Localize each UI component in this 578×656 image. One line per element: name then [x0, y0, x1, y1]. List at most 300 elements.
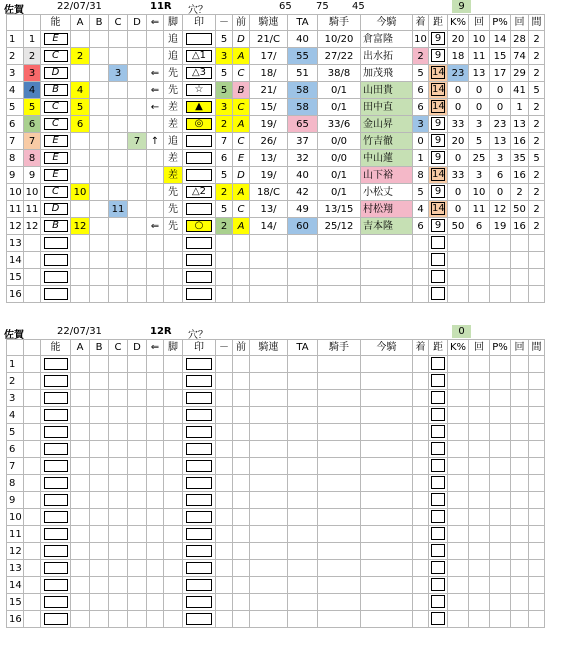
rating-box: E [44, 152, 68, 164]
cell-konki [361, 356, 413, 373]
rating-box: E [44, 135, 68, 147]
rating-box [44, 545, 68, 557]
cell-D [128, 150, 147, 167]
cell-mark [183, 492, 216, 509]
empty-row [7, 492, 545, 509]
cell-mae: A [233, 48, 250, 65]
cell-kai [469, 611, 490, 628]
cell-kyori [429, 82, 448, 99]
mark-box [186, 375, 212, 387]
rating-box [44, 596, 68, 608]
cell-n: 5 [7, 99, 24, 116]
cell-C [109, 218, 128, 235]
mark-box [186, 409, 212, 421]
cell-kyori [429, 252, 448, 269]
cell-kishu [318, 424, 361, 441]
cell-renso [250, 235, 288, 252]
cell-kyaku [164, 252, 183, 269]
cell-kishu: 10/20 [318, 31, 361, 48]
cell-no: 4 [24, 82, 41, 99]
cell-n: 2 [7, 373, 24, 390]
cell-A [71, 577, 90, 594]
cell-pp [490, 356, 511, 373]
cell-kai2 [511, 611, 529, 628]
cell-renso [250, 407, 288, 424]
cell-r [41, 390, 71, 407]
cell-kai2 [511, 356, 529, 373]
cell-mae: C [233, 201, 250, 218]
cell-mark [183, 475, 216, 492]
cell-mark [183, 218, 216, 235]
cell-chaku [413, 390, 429, 407]
cell-chaku [413, 373, 429, 390]
cell-konki: 山田貴 [361, 82, 413, 99]
race-number: 11R [150, 1, 172, 12]
mark-box [186, 443, 212, 455]
col-header-kyaku: 脚 [164, 340, 183, 356]
cell-no [24, 269, 41, 286]
cell-ta [288, 390, 318, 407]
cell-pp: 12 [490, 201, 511, 218]
distance-box: 14 [432, 101, 445, 112]
cell-mae [233, 269, 250, 286]
cell-r [41, 611, 71, 628]
cell-ma [529, 356, 545, 373]
cell-kp: 0 [448, 82, 469, 99]
cell-no: 1 [24, 31, 41, 48]
cell-kyaku [164, 407, 183, 424]
cell-B [90, 65, 109, 82]
cell-A: 2 [71, 48, 90, 65]
entry-count: 9 [452, 0, 471, 13]
cell-no [24, 492, 41, 509]
cell-kyori [429, 65, 448, 82]
col-header-D: D [128, 340, 147, 356]
cell-arrow [147, 167, 164, 184]
cell-ta: 40 [288, 31, 318, 48]
cell-mark [183, 31, 216, 48]
empty-row [7, 356, 545, 373]
cell-kyaku: 先 [164, 218, 183, 235]
cell-kai2 [511, 577, 529, 594]
cell-kai2 [511, 492, 529, 509]
cell-kai2 [511, 594, 529, 611]
cell-kai2 [511, 252, 529, 269]
cell-A [71, 269, 90, 286]
cell-ma [529, 560, 545, 577]
sheet-header [0, 0, 578, 14]
rating-box [44, 288, 68, 300]
table-row [7, 150, 545, 167]
cell-no: 7 [24, 133, 41, 150]
cell-kai2: 29 [511, 65, 529, 82]
cell-konki [361, 543, 413, 560]
cell-n: 10 [7, 184, 24, 201]
cell-konki [361, 492, 413, 509]
cell-pp: 13 [490, 133, 511, 150]
cell-kyori [429, 526, 448, 543]
cell-kyori [429, 31, 448, 48]
cell-kyori [429, 424, 448, 441]
cell-C [109, 509, 128, 526]
cell-renso: 18/ [250, 65, 288, 82]
cell-arrow [147, 577, 164, 594]
col-header-ma: 間 [529, 15, 545, 31]
cell-kyaku [164, 611, 183, 628]
cell-n: 11 [7, 201, 24, 218]
stat-1: 65 [279, 1, 292, 12]
cell-kyaku: 差 [164, 150, 183, 167]
cell-B [90, 269, 109, 286]
cell-ma: 5 [529, 82, 545, 99]
cell-B [90, 458, 109, 475]
cell-kyaku [164, 594, 183, 611]
cell-ma: 2 [529, 167, 545, 184]
race-number: 12R [150, 326, 172, 337]
cell-kai2 [511, 269, 529, 286]
cell-r [41, 218, 71, 235]
venue-label: 佐賀 [4, 330, 24, 341]
cell-no [24, 373, 41, 390]
cell-ma [529, 441, 545, 458]
empty-row [7, 475, 545, 492]
cell-no [24, 594, 41, 611]
cell-kyori [429, 150, 448, 167]
cell-renso [250, 509, 288, 526]
cell-n: 9 [7, 492, 24, 509]
mark-box [186, 426, 212, 438]
cell-kishu [318, 577, 361, 594]
race-sheet-12r [0, 325, 578, 625]
table-row [7, 99, 545, 116]
cell-n: 15 [7, 269, 24, 286]
cell-n: 3 [7, 390, 24, 407]
cell-no [24, 356, 41, 373]
cell-m [216, 594, 233, 611]
cell-C [109, 150, 128, 167]
cell-konki [361, 594, 413, 611]
cell-r [41, 492, 71, 509]
mark-box [186, 613, 212, 625]
cell-kyaku [164, 458, 183, 475]
cell-n: 4 [7, 407, 24, 424]
distance-box: 9 [431, 185, 445, 198]
cell-arrow [147, 526, 164, 543]
cell-C [109, 526, 128, 543]
cell-kai: 3 [469, 167, 490, 184]
cell-mae [233, 424, 250, 441]
cell-konki [361, 577, 413, 594]
cell-m [216, 235, 233, 252]
cell-renso [250, 577, 288, 594]
col-header-kp: K% [448, 340, 469, 356]
mark-box: △1 [186, 50, 212, 62]
race-tag: 穴？ [188, 330, 208, 341]
cell-chaku: 1 [413, 150, 429, 167]
empty-row [7, 594, 545, 611]
cell-kai2 [511, 526, 529, 543]
cell-n: 14 [7, 252, 24, 269]
cell-konki: 吉本隆 [361, 218, 413, 235]
distance-box [431, 391, 445, 404]
cell-renso [250, 373, 288, 390]
mark-box [186, 494, 212, 506]
cell-A [71, 356, 90, 373]
rating-box [44, 477, 68, 489]
cell-B [90, 82, 109, 99]
cell-C [109, 286, 128, 303]
cell-n: 1 [7, 31, 24, 48]
cell-n: 10 [7, 509, 24, 526]
cell-konki [361, 560, 413, 577]
cell-no [24, 611, 41, 628]
cell-kishu: 0/1 [318, 82, 361, 99]
cell-chaku: 5 [413, 65, 429, 82]
distance-box: 9 [431, 151, 445, 164]
cell-n: 11 [7, 526, 24, 543]
cell-r [41, 424, 71, 441]
distance-box: 9 [431, 219, 445, 232]
cell-mae [233, 492, 250, 509]
rating-box [44, 254, 68, 266]
cell-ta: 49 [288, 201, 318, 218]
cell-B [90, 150, 109, 167]
cell-no [24, 509, 41, 526]
cell-A [71, 390, 90, 407]
cell-kyaku [164, 441, 183, 458]
cell-mae [233, 235, 250, 252]
cell-kishu: 0/1 [318, 167, 361, 184]
cell-kai2: 13 [511, 116, 529, 133]
cell-mark [183, 594, 216, 611]
distance-box [431, 561, 445, 574]
cell-mae [233, 286, 250, 303]
cell-kp: 0 [448, 150, 469, 167]
cell-renso [250, 594, 288, 611]
cell-r [41, 458, 71, 475]
cell-kp: 0 [448, 201, 469, 218]
cell-n: 14 [7, 577, 24, 594]
cell-arrow [147, 48, 164, 65]
col-header-m: － [216, 15, 233, 31]
cell-n: 13 [7, 235, 24, 252]
cell-pp [490, 424, 511, 441]
cell-kyori [429, 594, 448, 611]
col-header-arrow: ⇐ [147, 340, 164, 356]
cell-mark [183, 167, 216, 184]
rating-box [44, 511, 68, 523]
cell-D [128, 458, 147, 475]
cell-ta [288, 475, 318, 492]
cell-D [128, 99, 147, 116]
col-header-mark: 印 [183, 15, 216, 31]
table-row [7, 31, 545, 48]
cell-m [216, 492, 233, 509]
cell-r [41, 82, 71, 99]
cell-renso: 15/ [250, 99, 288, 116]
col-header-B: B [90, 15, 109, 31]
cell-kyaku [164, 235, 183, 252]
cell-chaku [413, 492, 429, 509]
cell-chaku [413, 475, 429, 492]
cell-kai2 [511, 235, 529, 252]
cell-r [41, 475, 71, 492]
cell-arrow [147, 492, 164, 509]
rating-box: B [44, 84, 68, 96]
cell-A [71, 133, 90, 150]
cell-mae [233, 611, 250, 628]
cell-chaku: 10 [413, 31, 429, 48]
cell-pp [490, 373, 511, 390]
cell-renso [250, 611, 288, 628]
cell-kishu [318, 560, 361, 577]
distance-box [431, 544, 445, 557]
cell-chaku: 0 [413, 133, 429, 150]
cell-A [71, 526, 90, 543]
mark-box [186, 511, 212, 523]
mark-box: ○ [186, 220, 212, 232]
cell-arrow: ⇐ [147, 218, 164, 235]
cell-C [109, 594, 128, 611]
rating-box [44, 579, 68, 591]
cell-chaku [413, 594, 429, 611]
distance-box [431, 578, 445, 591]
cell-mark [183, 509, 216, 526]
cell-ta [288, 373, 318, 390]
cell-kp [448, 543, 469, 560]
cell-mark [183, 150, 216, 167]
cell-pp [490, 594, 511, 611]
cell-mae [233, 356, 250, 373]
cell-A [71, 252, 90, 269]
cell-chaku [413, 286, 429, 303]
cell-mark [183, 82, 216, 99]
cell-chaku: 6 [413, 82, 429, 99]
cell-C [109, 133, 128, 150]
cell-renso [250, 492, 288, 509]
cell-A: 5 [71, 99, 90, 116]
cell-C [109, 407, 128, 424]
mark-box [186, 254, 212, 266]
cell-r [41, 543, 71, 560]
cell-renso: 19/ [250, 116, 288, 133]
cell-A: 6 [71, 116, 90, 133]
cell-kp: 0 [448, 184, 469, 201]
distance-box [431, 287, 445, 300]
cell-kishu [318, 509, 361, 526]
cell-kp [448, 441, 469, 458]
cell-C [109, 458, 128, 475]
cell-arrow [147, 475, 164, 492]
cell-kp [448, 235, 469, 252]
cell-m [216, 424, 233, 441]
cell-D [128, 611, 147, 628]
cell-kp: 33 [448, 167, 469, 184]
cell-D [128, 492, 147, 509]
cell-kyori [429, 48, 448, 65]
cell-kyaku [164, 424, 183, 441]
cell-mark [183, 99, 216, 116]
cell-m [216, 526, 233, 543]
cell-ta [288, 458, 318, 475]
cell-kishu [318, 286, 361, 303]
cell-renso: 21/ [250, 82, 288, 99]
cell-A [71, 150, 90, 167]
cell-kai2: 16 [511, 218, 529, 235]
empty-row [7, 424, 545, 441]
cell-r [41, 235, 71, 252]
cell-kyaku [164, 373, 183, 390]
mark-box: ◎ [186, 118, 212, 130]
cell-pp: 23 [490, 116, 511, 133]
rating-box [44, 392, 68, 404]
cell-kai [469, 269, 490, 286]
distance-box [431, 493, 445, 506]
cell-konki [361, 424, 413, 441]
cell-mark [183, 201, 216, 218]
col-header-konki: 今騎 [361, 340, 413, 356]
empty-row [7, 611, 545, 628]
cell-mark [183, 184, 216, 201]
cell-no [24, 577, 41, 594]
cell-C [109, 424, 128, 441]
cell-m [216, 458, 233, 475]
cell-B [90, 48, 109, 65]
cell-kyaku: 追 [164, 133, 183, 150]
cell-n: 3 [7, 65, 24, 82]
table-row [7, 82, 545, 99]
cell-ta [288, 594, 318, 611]
cell-m [216, 611, 233, 628]
cell-kai2: 2 [511, 184, 529, 201]
cell-konki: 小松丈 [361, 184, 413, 201]
cell-arrow [147, 150, 164, 167]
cell-C [109, 252, 128, 269]
cell-D [128, 543, 147, 560]
cell-C [109, 167, 128, 184]
cell-B [90, 577, 109, 594]
cell-r [41, 150, 71, 167]
cell-konki: 金山昇 [361, 116, 413, 133]
cell-kyaku [164, 390, 183, 407]
cell-A [71, 424, 90, 441]
cell-arrow [147, 441, 164, 458]
cell-D [128, 286, 147, 303]
col-header-C: C [109, 340, 128, 356]
cell-m: 2 [216, 184, 233, 201]
cell-kai [469, 356, 490, 373]
cell-kai2: 1 [511, 99, 529, 116]
rating-box [44, 460, 68, 472]
cell-D [128, 269, 147, 286]
empty-row [7, 373, 545, 390]
cell-kp [448, 269, 469, 286]
distance-box: 14 [432, 169, 445, 180]
cell-kai: 13 [469, 65, 490, 82]
cell-kyori [429, 492, 448, 509]
empty-row [7, 543, 545, 560]
cell-m: 5 [216, 201, 233, 218]
cell-n: 7 [7, 133, 24, 150]
cell-ta [288, 611, 318, 628]
cell-kyori [429, 543, 448, 560]
distance-box [431, 357, 445, 370]
empty-row [7, 577, 545, 594]
cell-A [71, 509, 90, 526]
mark-box [186, 358, 212, 370]
col-header-kyori: 距 [429, 15, 448, 31]
mark-box [186, 528, 212, 540]
